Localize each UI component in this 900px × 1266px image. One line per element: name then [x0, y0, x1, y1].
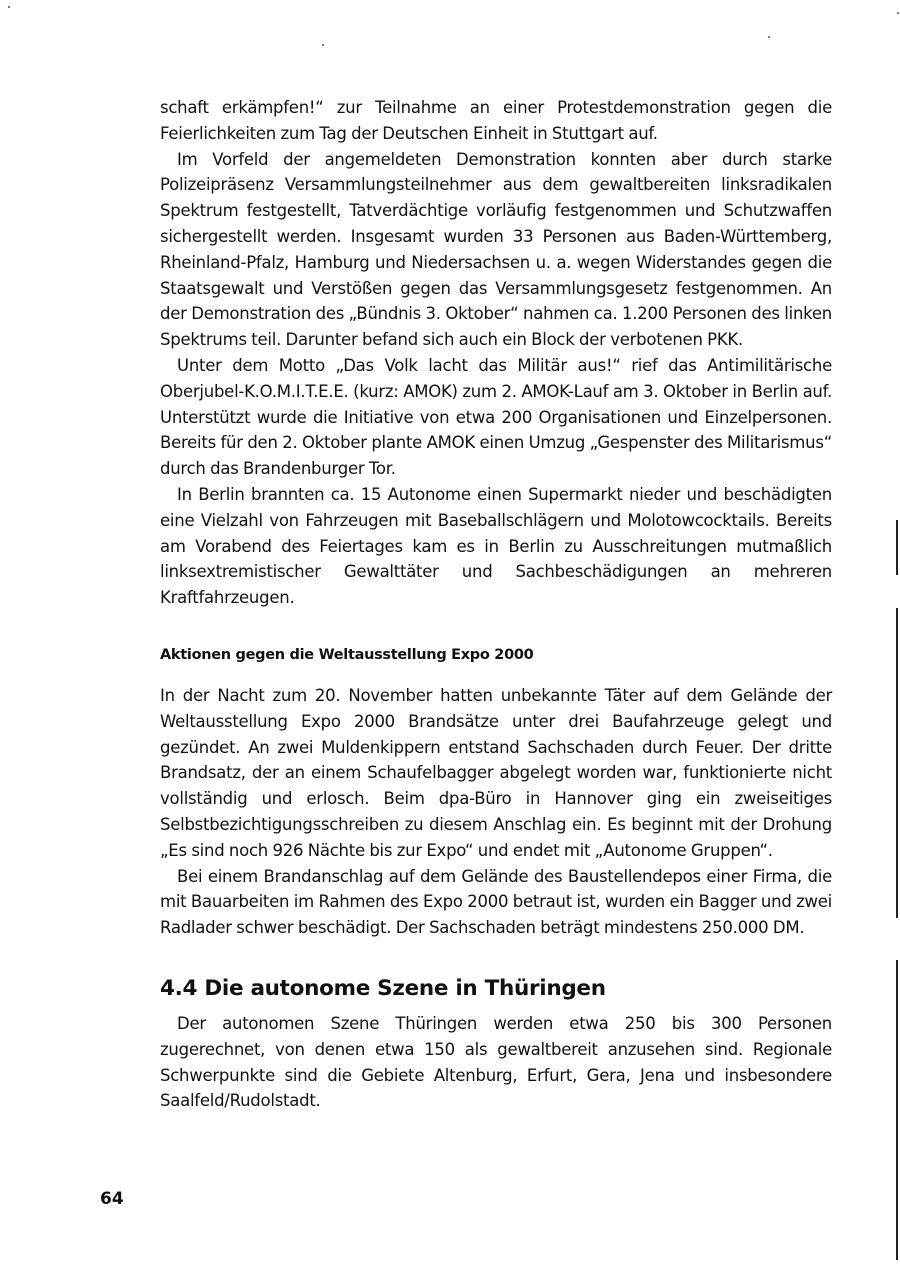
page-body	[160, 95, 832, 1114]
paragraph-expo-november: In der Nacht zum 20. November hatten unbekannte Täter auf dem Gelände der Weltausstellung Expo 2000 Brandsätze unter drei Baufahrzeuge gelegt und gezündet. An zwei Muldenkippern entstand Sachschaden durch Feuer. Der dritte Brandsatz, der an einem Schaufelbagger abgelegt worden war, funktionierte nicht vollständig und erlosch. Beim dpa-Büro in Hannover ging ein zweiseitiges Selbstbezichtigungsschreiben zu diesem Anschlag ein. Es beginnt mit der Drohung „Es sind noch 926 Nächte bis zur Expo“ und endet mit „Autonome Gruppen“.	[160, 685, 832, 860]
subheading-expo: Aktionen gegen die Weltausstellung Expo 2000	[160, 646, 534, 663]
scan-dot-1	[8, 6, 10, 8]
scan-dot-4	[768, 36, 770, 38]
scan-margin-line-2	[896, 608, 898, 918]
scan-margin-line-1	[896, 520, 898, 575]
paragraph-thueringen: Der autonomen Szene Thüringen werden etwa 250 bis 300 Personen zugerechnet, von denen etwa 150 als gewaltbereit anzusehen sind. Regionale Schwerpunkte sind die Gebiete Altenburg, Erfurt, Gera, Jena und insbesondere Saalfeld/Rudolstadt.	[160, 1013, 832, 1111]
paragraph-amok: Unter dem Motto „Das Volk lacht das Militär aus!“ rief das Antimilitärische Oberjubel-K.O.M.I.T.E.E. (kurz: AMOK) zum 2. AMOK-Lauf am 3. Oktober in Berlin auf. Unterstützt wurde die Initiative von etwa 200 Organisationen und Einzelpersonen. Bereits für den 2. Oktober plante AMOK einen Umzug „Gespenster des Militarismus“ durch das Brandenburger Tor.	[160, 355, 832, 479]
page-number: 64	[100, 1189, 124, 1209]
scan-dot-3	[322, 44, 324, 46]
scan-margin-line-3	[896, 960, 898, 1260]
paragraph-vorfeld: Im Vorfeld der angemeldeten Demonstration konnten aber durch starke Polizeipräsenz Versammlungsteilnehmer aus dem gewaltbereiten linksradikalen Spektrum festgestellt, Tatverdächtige vorläufig festgenommen und Schutzwaffen sichergestellt werden. Insgesamt wurden 33 Personen aus Baden-Württemberg, Rheinland-Pfalz, Hamburg und Niedersachsen u. a. wegen Widerstandes gegen die Staatsgewalt und Verstößen gegen das Versammlungsgesetz festgenommen. An der Demonstration des „Bündnis 3. Oktober“ nahmen ca. 1.200 Personen des linken Spektrums teil. Darunter befand sich auch ein Block der verbotenen PKK.	[160, 149, 832, 350]
paragraph-berlin: In Berlin brannten ca. 15 Autonome einen Supermarkt nieder und beschädigten eine Vielzahl von Fahrzeugen mit Baseballschlägern und Molotowcocktails. Bereits am Vorabend des Feiertages kam es in Berlin zu Ausschreitungen mutmaßlich linksextremistischer Gewalttäter und Sachbeschädigungen an mehreren Kraftfahrzeugen.	[160, 484, 832, 608]
scan-dot-2	[897, 12, 899, 14]
paragraph-continuation: schaft erkämpfen!“ zur Teilnahme an einer Protestdemonstration gegen die Feierlichkeiten zum Tag der Deutschen Einheit in Stuttgart auf.	[160, 98, 832, 143]
section-heading-thueringen: 4.4 Die autonome Szene in Thüringen	[160, 975, 606, 1001]
paragraph-expo-brandanschlag: Bei einem Brandanschlag auf dem Gelände des Baustellendepos einer Firma, die mit Bauarbeiten im Rahmen des Expo 2000 betraut ist, wurden ein Bagger und zwei Radlader schwer beschädigt. Der Sachschaden beträgt mindestens 250.000 DM.	[160, 866, 832, 938]
